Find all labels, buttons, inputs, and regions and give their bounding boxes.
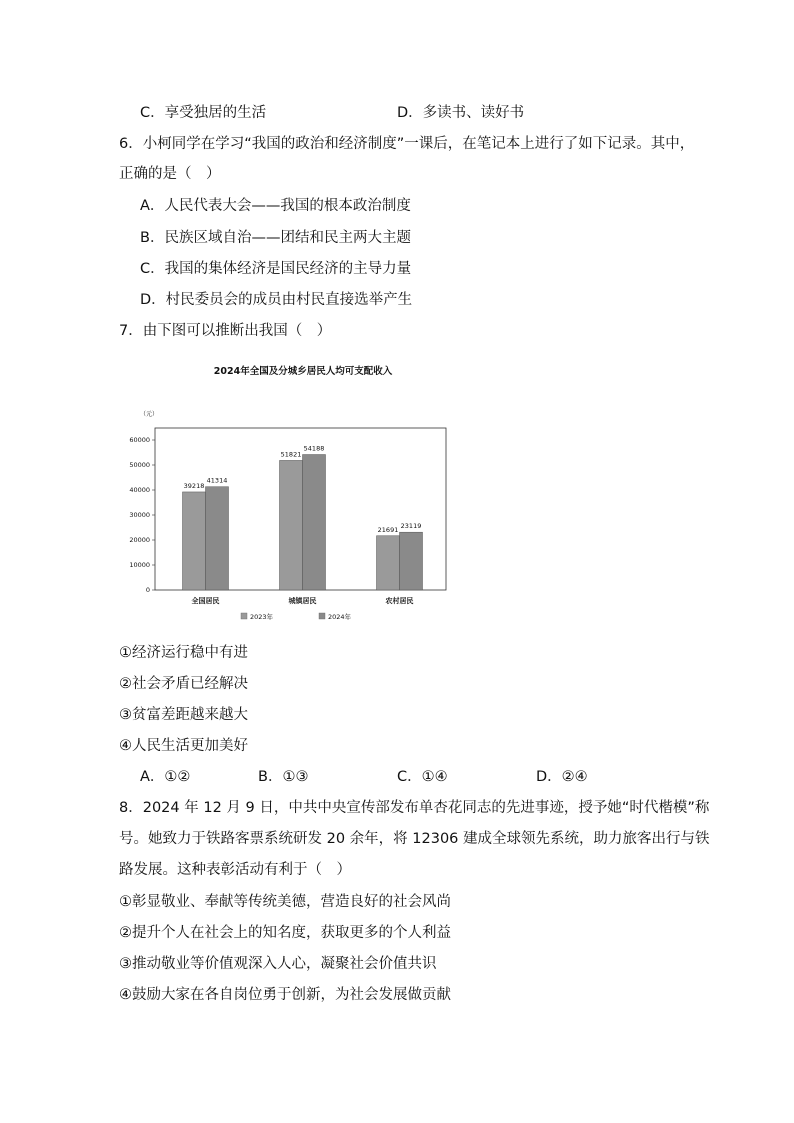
q6-stem-line1: 6．小柯同学在学习“我国的政治和经济制度”一课后，在笔记本上进行了如下记录。其中， [119,136,695,152]
bar-value-label: 21691 [377,525,399,534]
q8-item-1: ①彰显敬业、奉献等传统美德，营造良好的社会风尚 [119,894,451,910]
y-tick-label: 10000 [129,561,150,570]
q6-stem-line2: 正确的是（ ） [119,166,221,182]
q6-option-c: C．我国的集体经济是国民经济的主导力量 [140,261,412,277]
x-axis-ticks [192,596,414,605]
q8-stem-line1: 8．2024 年 12 月 9 日，中共中央宣传部发布单杏花同志的先进事迹，授予她“时代楷模”称 [119,800,710,816]
income-bar-chart [110,358,460,628]
q6-option-a: A．人民代表大会——我国的根本政治制度 [140,198,411,214]
x-tick-label: 全国居民 [191,597,220,605]
q6-option-d: D．村民委员会的成员由村民直接选举产生 [140,292,413,308]
q5-option-c: C．享受独居的生活 [140,105,267,121]
chart-title: 2024年全国及分城乡居民人均可支配收入 [213,366,393,377]
y-tick-label: 40000 [129,486,150,495]
bar [183,492,206,590]
q7-stem: 7．由下图可以推断出我国（ ） [119,323,332,339]
q7-option-a: A．①② [140,769,191,785]
legend-label-2023: 2023年 [250,613,274,621]
legend-swatch-2023 [241,613,247,619]
bar-value-label: 51821 [280,450,302,459]
q8-stem-line2: 号。她致力于铁路客票系统研发 20 余年，将 12306 建成全球领先系统，助力旅客出行与铁 [119,831,710,847]
y-tick-label: 60000 [129,436,150,445]
q8-item-2: ②提升个人在社会上的知名度，获取更多的个人利益 [119,925,451,941]
y-axis-ticks [129,436,155,594]
legend-swatch-2024 [319,613,325,619]
q7-item-1: ①经济运行稳中有进 [119,645,248,661]
q8-stem-line3: 路发展。这种表彰活动有利于（ ） [119,862,351,878]
q7-item-2: ②社会矛盾已经解决 [119,676,248,692]
bar [280,460,303,590]
bar-value-label: 39218 [183,481,205,490]
q8-item-3: ③推动敬业等价值观深入人心，凝聚社会价值共识 [119,956,437,972]
bar [377,536,400,590]
x-tick-label: 农村居民 [385,597,414,605]
x-tick-label: 城镇居民 [288,597,317,605]
y-tick-label: 20000 [129,536,150,545]
q7-option-d: D．②④ [536,769,588,785]
q7-item-3: ③贫富差距越来越大 [119,707,248,723]
bars [183,455,423,590]
legend-label-2024: 2024年 [328,613,352,621]
y-tick-label: 50000 [129,461,150,470]
bar [303,455,326,590]
chart-ylabel: （元） [140,411,159,418]
bar-value-label: 23119 [400,522,422,531]
q7-option-b: B．①③ [258,769,309,785]
q7-option-c: C．①④ [397,769,448,785]
bar-value-label: 41314 [206,476,228,485]
q6-option-b: B．民族区域自治——团结和民主两大主题 [140,230,411,246]
bar [206,487,229,590]
bar-value-label: 54188 [303,444,325,453]
legend [241,612,352,621]
y-tick-label: 0 [145,586,150,595]
q8-item-4: ④鼓励大家在各自岗位勇于创新，为社会发展做贡献 [119,987,451,1003]
q7-item-4: ④人民生活更加美好 [119,738,248,754]
q5-option-d: D．多读书、读好书 [397,105,525,121]
y-tick-label: 30000 [129,511,150,520]
bar [400,532,423,590]
